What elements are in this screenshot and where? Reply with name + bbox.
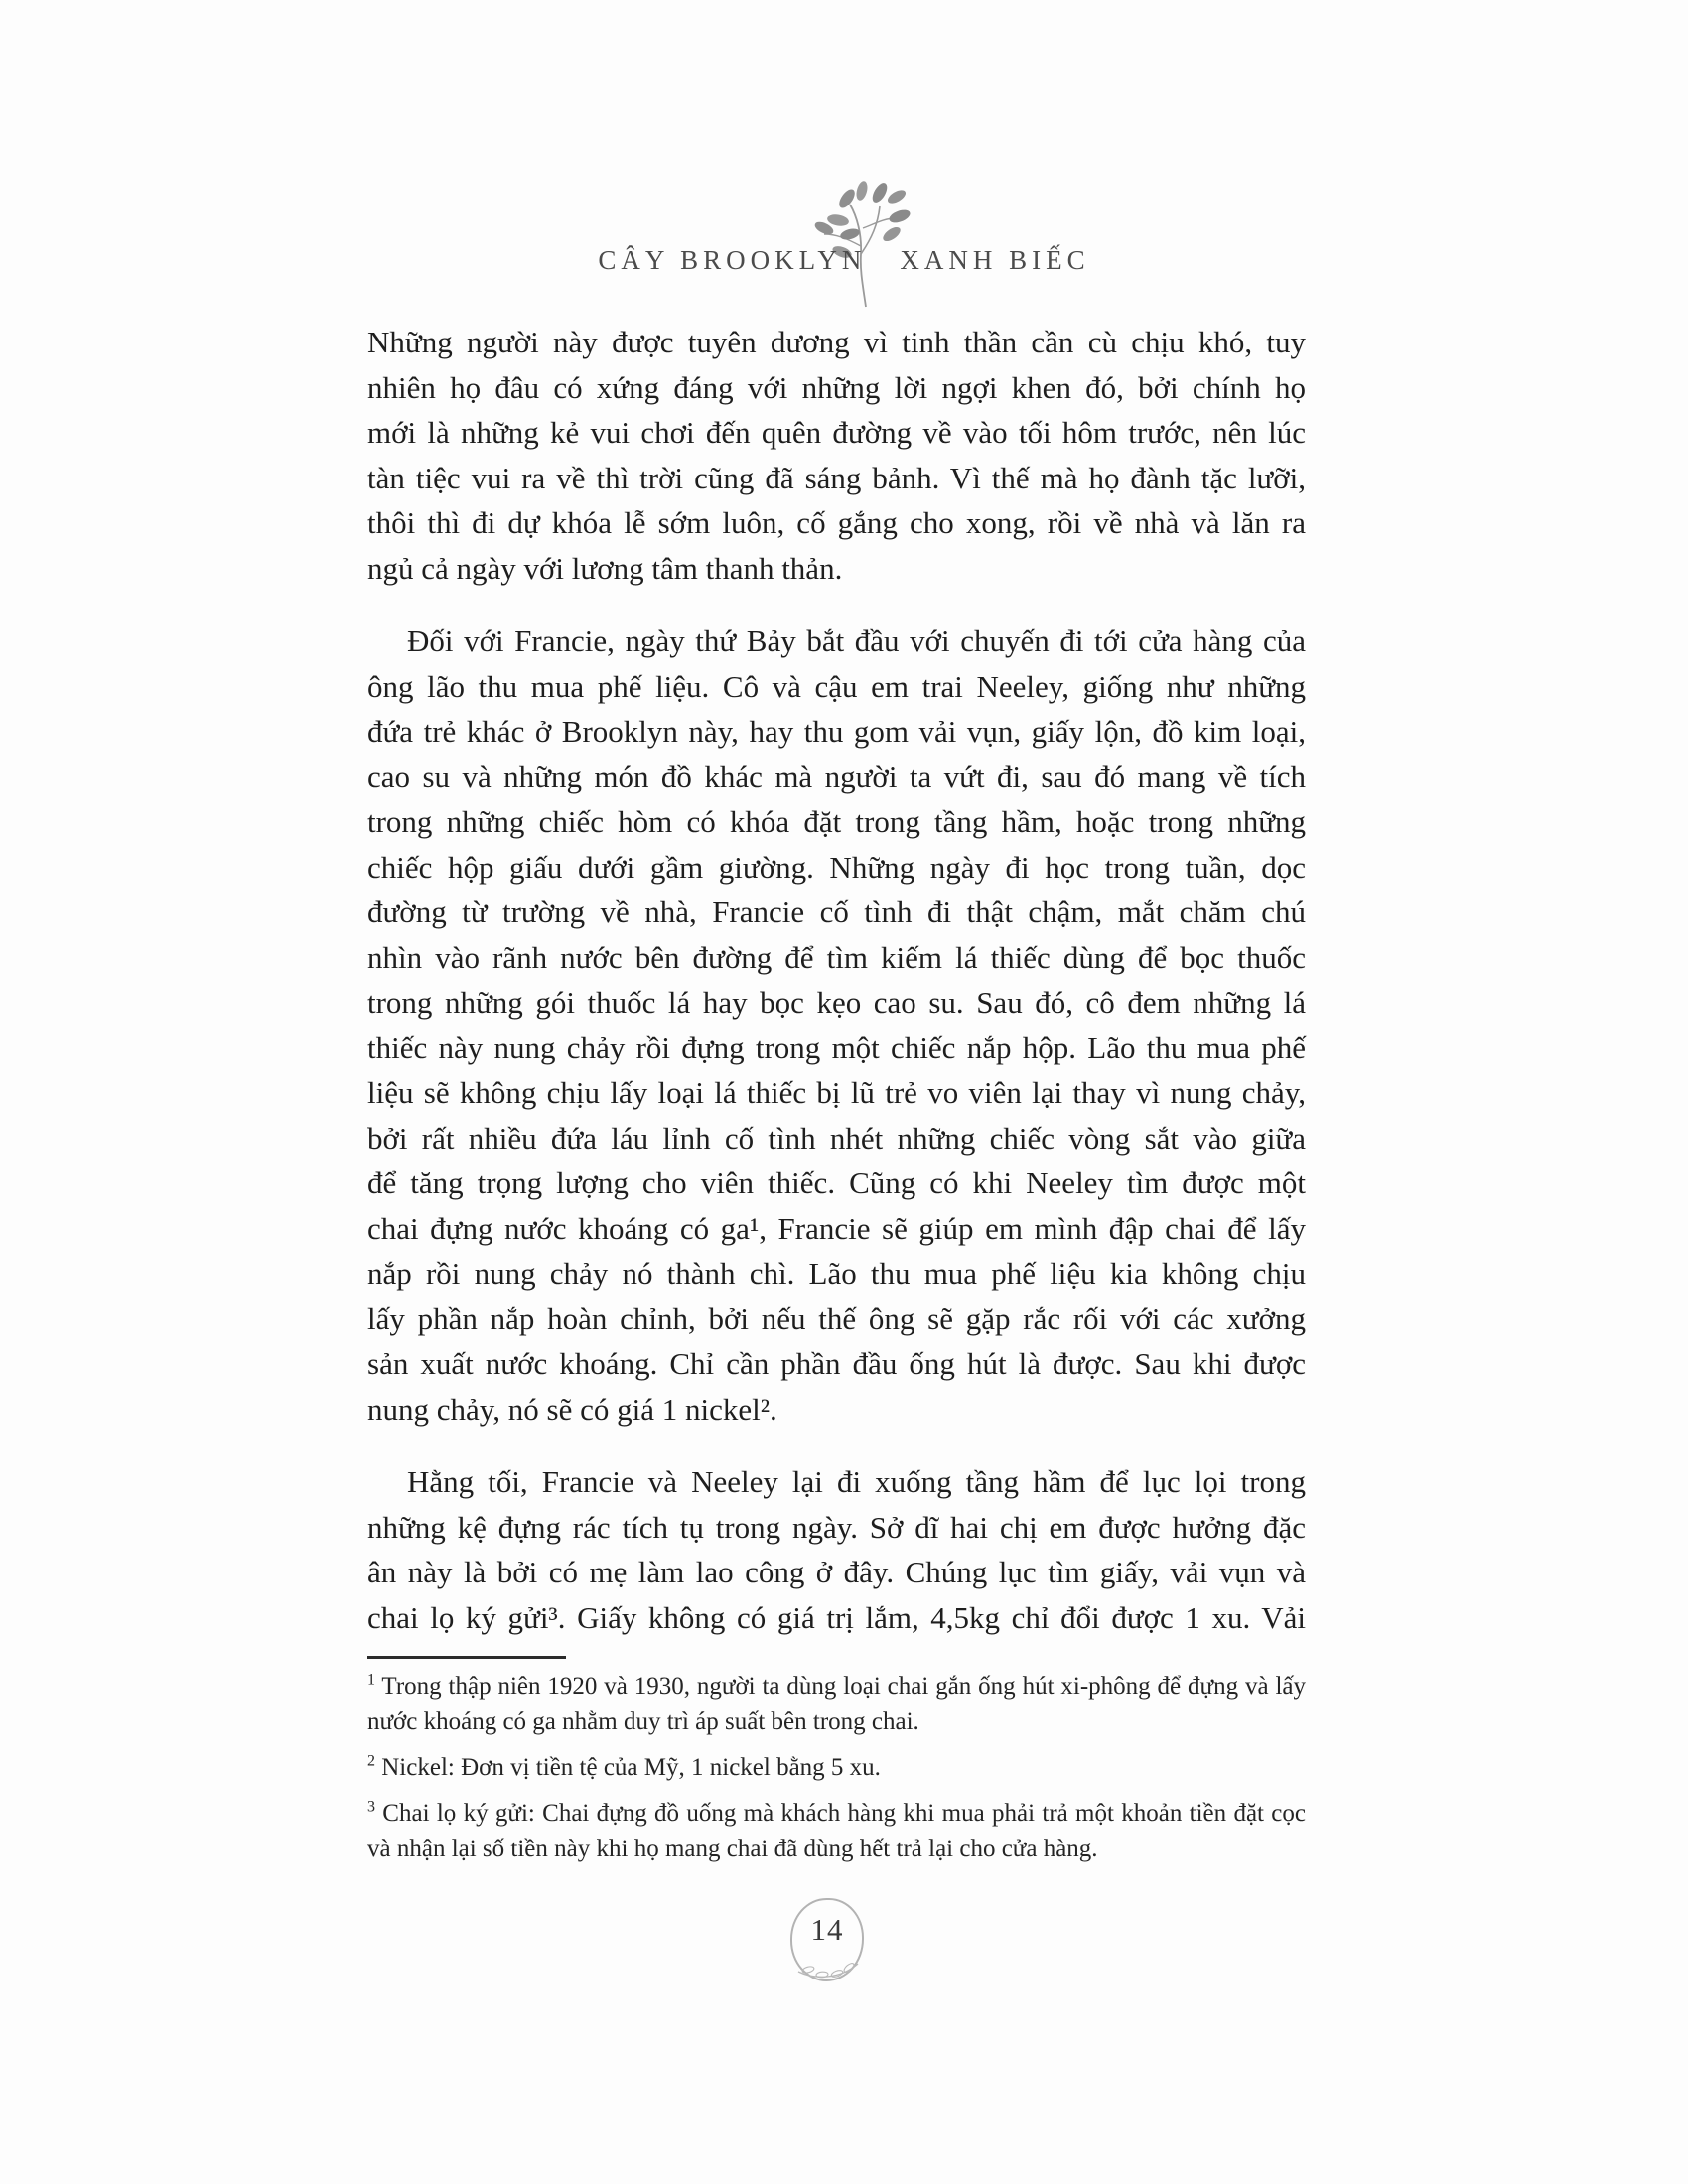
footnote-marker: 2 [367, 1752, 375, 1770]
text-line: sản xuất nước khoáng. Chỉ cần phần đầu ống hút là được. Sau khi được [367, 1346, 1306, 1381]
page-number-badge [790, 1898, 864, 1981]
chapter-header [0, 0, 1688, 328]
text-line: cao su và những món đồ khác mà người ta vứt đi, sau đó mang về tích [367, 758, 1306, 794]
text-line: thiếc này nung chảy rồi đựng trong một chiếc nắp hộp. Lão thu mua phế [367, 1029, 1306, 1065]
text-line: Những người này được tuyên dương vì tinh thần cần cù chịu khó, tuy [367, 325, 1306, 359]
paragraph [367, 1459, 1306, 1640]
text-line: ngủ cả ngày với lương tâm thanh thản. [367, 550, 843, 586]
paragraph [367, 618, 1306, 1432]
text-line: ông lão thu mua phế liệu. Cô và cậu em trai Neeley, giống như những [367, 668, 1306, 704]
text-line: chiếc hộp giấu dưới gầm giường. Những ngày đi học trong tuần, dọc [367, 849, 1306, 885]
text-line: nhìn vào rãnh nước bên đường để tìm kiếm lá thiếc dùng để bọc thuốc [367, 939, 1306, 975]
leaf-sprig-icon [794, 1950, 862, 1983]
book-title-right: XANH BIẾC [900, 245, 1090, 275]
text-line: đường từ trường về nhà, Francie cố tình đi thật chậm, mắt chăm chú [367, 894, 1306, 929]
text-line: bởi rất nhiều đứa láu lỉnh cố tình nhét những chiếc vòng sắt vào giữa [367, 1120, 1306, 1156]
footnote-marker: 1 [367, 1671, 375, 1689]
body-text [367, 320, 1306, 1867]
footnote-block [367, 1669, 1306, 1867]
paragraph-block [367, 320, 1306, 1640]
text-line: chai đựng nước khoáng có ga¹, Francie sẽ giúp em mình đập chai để lấy [367, 1210, 1306, 1246]
text-line: tàn tiệc vui ra về thì trời cũng đã sáng bảnh. Vì thế mà họ đành tặc lưỡi, [367, 460, 1306, 495]
paragraph [367, 320, 1306, 591]
running-head-book-title [0, 245, 1688, 276]
text-line: những kệ đựng rác tích tụ trong ngày. Sở dĩ hai chị em được hưởng đặc [367, 1509, 1306, 1545]
book-title-left: CÂY BROOKLYN [598, 245, 867, 275]
text-line: trong những gói thuốc lá hay bọc kẹo cao su. Sau đó, cô đem những lá [367, 985, 1306, 1020]
text-line: để tăng trọng lượng cho viên thiếc. Cũng có khi Neeley tìm được một [367, 1165, 1306, 1200]
footnote-rule [367, 1656, 566, 1659]
footnote-marker: 3 [367, 1798, 375, 1816]
page-number: 14 [810, 1912, 844, 1947]
text-line: thôi thì đi dự khóa lễ sớm luôn, cố gắng cho xong, rồi về nhà và lăn ra [367, 505, 1306, 540]
footnote: $^1$ Trong thập niên 1920 và 1930, người ta dùng loại chai gắn ống hút xi-phông để đựng và lấy nước khoáng có ga nhằm duy trì áp suất bên trong chai. [367, 1671, 1306, 1735]
text-line: mới là những kẻ vui chơi đến quên đường về vào tối hôm trước, nên lúc [367, 415, 1306, 450]
text-line: ân này là bởi có mẹ làm lao công ở đây. Chúng lục tìm giấy, vải vụn và [367, 1555, 1306, 1589]
text-line: trong những chiếc hòm có khóa đặt trong tầng hầm, hoặc trong những [367, 804, 1306, 839]
text-line: chai lọ ký gửi³. Giấy không có giá trị lắm, 4,5kg chỉ đổi được 1 xu. Vải [367, 1599, 1306, 1635]
text-line: nung chảy, nó sẽ có giá 1 nickel². [367, 1391, 777, 1427]
footnote: $^3$ Chai lọ ký gửi: Chai đựng đồ uống mà khách hàng khi mua phải trả một khoản tiền đặt cọc và nhận lại số tiền này khi họ mang chai đã dùng hết trả lại cho cửa hàng. [367, 1798, 1306, 1862]
footnote: $^2$ Nickel: Đơn vị tiền tệ của Mỹ, 1 nickel bằng 5 xu. [367, 1752, 881, 1781]
text-line: nhiên họ đâu có xứng đáng với những lời ngợi khen đó, bởi chính họ [367, 369, 1306, 405]
text-line: lấy phần nắp hoàn chỉnh, bởi nếu thế ông sẽ gặp rắc rối với các xưởng [367, 1300, 1306, 1336]
text-line: Đối với Francie, ngày thứ Bảy bắt đầu với chuyến đi tới cửa hàng của [407, 623, 1306, 658]
text-line: liệu sẽ không chịu lấy loại lá thiếc bị lũ trẻ vo viên lại thay vì nung chảy, [367, 1075, 1306, 1110]
text-line: nắp rồi nung chảy nó thành chì. Lão thu mua phế liệu kia không chịu [367, 1256, 1306, 1291]
tree-branch-icon [800, 177, 923, 308]
text-line: Hằng tối, Francie và Neeley lại đi xuống tầng hầm để lục lọi trong [407, 1464, 1306, 1499]
text-line: đứa trẻ khác ở Brooklyn này, hay thu gom vải vụn, giấy lộn, đồ kim loại, [367, 714, 1306, 749]
